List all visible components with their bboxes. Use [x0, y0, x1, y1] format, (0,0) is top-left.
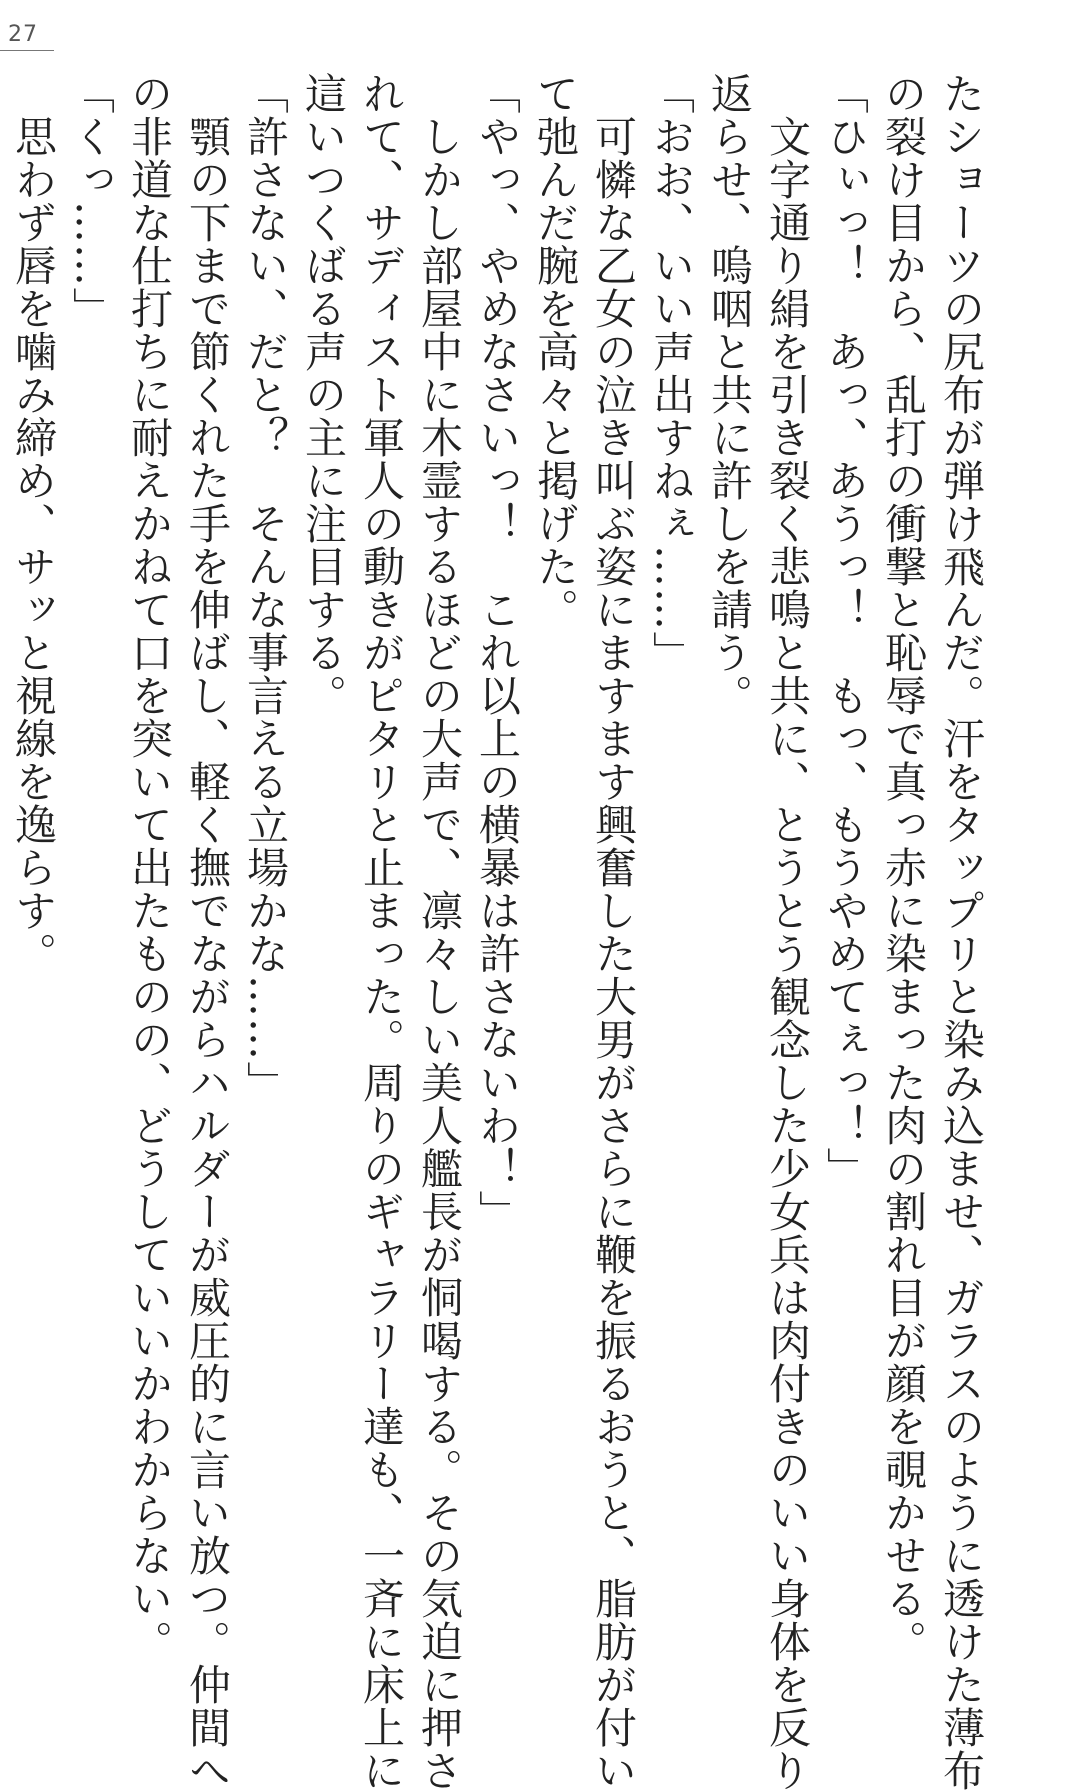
text-line: 顎の下まで節くれた手を伸ばし、軽く撫でながらハルダーが威圧的に言い放つ。仲間へ [183, 72, 232, 1792]
text-line: て弛んだ腕を高々と掲げた。 [531, 72, 580, 631]
page-number: 27 [8, 22, 38, 47]
text-line: 「くっ……」 [67, 72, 116, 330]
text-line: たショーツの尻布が弾け飛んだ。汗をタップリと染み込ませ、ガラスのように透けた薄布 [937, 72, 986, 1792]
text-line: 可憐な乙女の泣き叫ぶ姿にますます興奮した大男がさらに鞭を振るおうと、脂肪が付い [589, 72, 638, 1792]
text-line: の非道な仕打ちに耐えかねて口を突いて出たものの、どうしていいかわからない。 [125, 72, 174, 1663]
text-line: しかし部屋中に木霊するほどの大声で、凛々しい美人艦長が恫喝する。その気迫に押さ [415, 72, 464, 1792]
text-line: 文字通り絹を引き裂く悲鳴と共に、とうとう観念した少女兵は肉付きのいい身体を反り [763, 72, 812, 1792]
text-line: れて、サディスト軍人の動きがピタリと止まった。周りのギャラリー達も、一斉に床上に [357, 72, 406, 1792]
vertical-body-text [4, 72, 990, 1792]
text-line: 思わず唇を噛み締め、サッと視線を逸らす。 [9, 72, 58, 975]
text-line: の裂け目から、乱打の衝撃と恥辱で真っ赤に染まった肉の割れ目が顔を覗かせる。 [879, 72, 928, 1663]
text-line: 「ひぃっ！ あっ、あうっ！ もっ、もうやめてぇっ！」 [821, 72, 870, 1190]
text-line: 「おお、いい声出すねぇ……」 [647, 72, 696, 674]
text-line: 這いつくばる声の主に注目する。 [299, 72, 348, 717]
text-line: 「許さない、だと？ そんな事言える立場かな……」 [241, 72, 290, 1104]
text-line: 返らせ、嗚咽と共に許しを請う。 [705, 72, 754, 717]
page-number-rule [0, 50, 54, 51]
text-line: 「やっ、やめなさいっ！ これ以上の横暴は許さないわ！」 [473, 72, 522, 1233]
